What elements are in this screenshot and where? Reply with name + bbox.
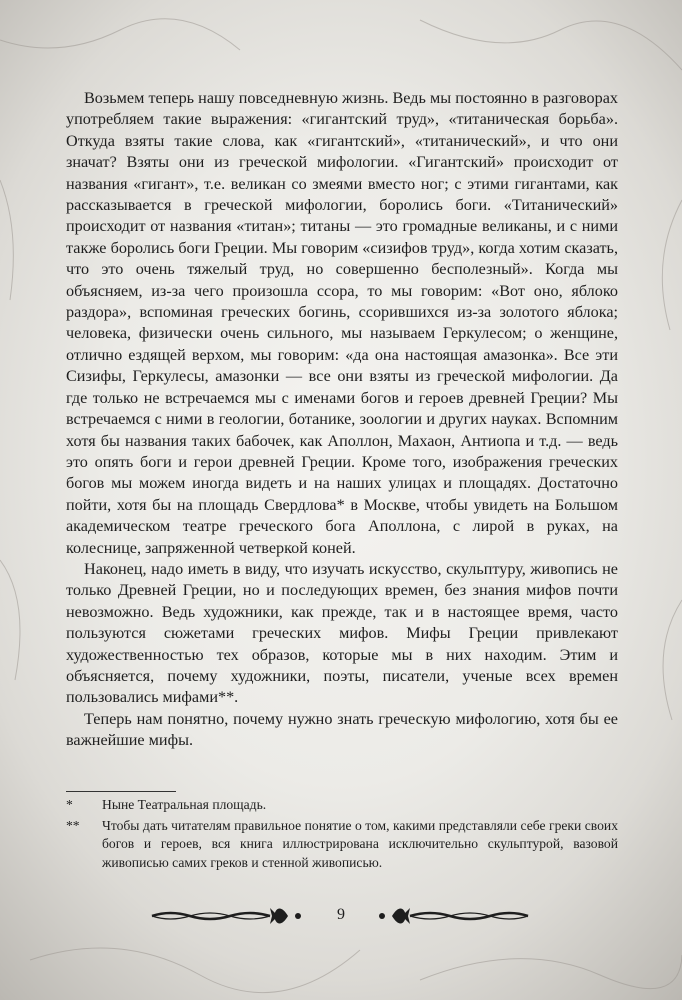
footnote-marker: ** (66, 818, 80, 834)
footnote (66, 817, 618, 872)
main-text (66, 88, 618, 752)
footnote-text: Чтобы дать читателям правильное понятие о том, какими представляли себе греки своих богов и героев, вся книга иллюстрирована исключительно скульптурой, вазовой живописью самих греков и стенной живописью. (102, 818, 618, 870)
footnote-text: Ныне Театральная площадь. (102, 797, 267, 812)
footnote (66, 796, 618, 814)
page-number: 9 (337, 906, 345, 923)
footnotes (66, 796, 618, 875)
footnote-marker: * (66, 797, 73, 812)
paragraph: Возьмем теперь нашу повседневную жизнь. Ведь мы постоянно в разговорах употребляем такие выражения: «гигантский труд», «титаническая борьба». Откуда взяты такие слова, как «гигантский», «титанический», и что они значат? Взяты они из греческой мифологии. «Гигантский» происходит от названия «гигант», т.е. великан со змеями вместо ног; с этими гигантами, как рассказывается в греческой мифологии, боролись боги. «Титанический» происходит от названия «титан»; титаны — это громадные великаны, и с ними также боролись боги Греции. Мы говорим «сизифов труд», когда хотим сказать, что это очень тяжелый труд, но совершенно бесполезный». Когда мы объясняем, из-за чего произошла ссора, то мы говорим: «Вот оно, яблоко раздора», вспоминая греческих богинь, ссорившихся из-за золотого яблока; человека, физически очень сильного, мы называем Геркулесом; о женщине, отлично ездящей верхом, мы говорим: «да она настоящая амазонка». Все эти Сизифы, Геркулесы, амазонки — все они взяты из греческой мифологии. Да где только не встречаемся мы с именами богов и героев древней Греции? Мы встречаемся с ними в геологии, ботанике, зоологии и других науках. Вспомним хотя бы названия таких бабочек, как Аполлон, Махаон, Антиопа и т.д. — ведь это опять боги и герои древней Греции. Кроме того, изображения греческих богов мы можем иногда видеть и на наших улицах и площадях. Достаточно пойти, хотя бы на площадь Свердлова* в Москве, чтобы увидеть на Большом академическом театре греческого бога Аполлона, с лирой в руках, на колеснице, запряженной четверкой коней. (66, 89, 618, 557)
paragraph: Теперь нам понятно, почему нужно знать греческую мифологию, хотя бы ее важнейшие мифы. (66, 709, 618, 750)
footnote-divider (66, 791, 176, 792)
paragraph: Наконец, надо иметь в виду, что изучать искусство, скульптуру, живопись не только Древней Греции, но и последующих времен, без знания мифов почти невозможно. Ведь художники, как прежде, так и в настоящее время, часто пользуются сюжетами греческих мифов. Мифы Греции привлекают художественностью тех образов, которые мы в них находим. Этим и объясняется, почему художники, поэты, писатели, ученые всех времен пользовались мифами**. (66, 559, 618, 707)
